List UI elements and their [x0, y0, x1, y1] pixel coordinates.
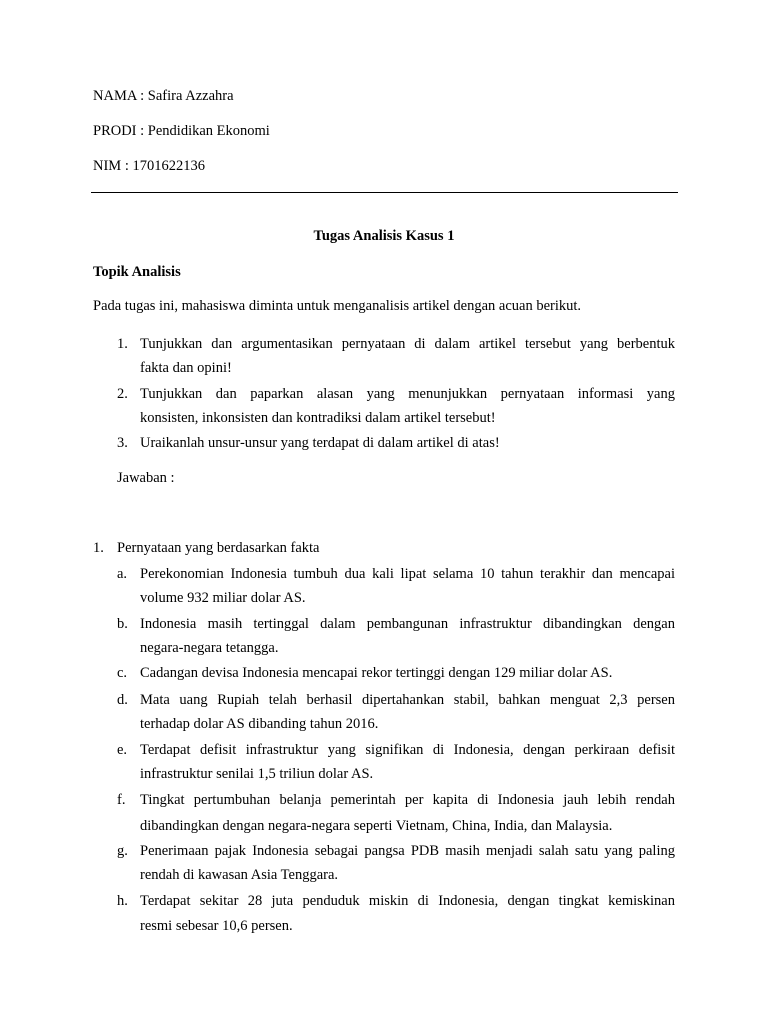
item-text-line2: resmi sebesar 10,6 persen. [140, 918, 293, 934]
item-text-line2: infrastruktur senilai 1,5 triliun dolar AS. [140, 766, 374, 782]
item-letter: g. [117, 843, 128, 859]
student-name: NAMA : Safira Azzahra [93, 88, 234, 104]
item-letter: e. [117, 742, 128, 758]
study-program: PRODI : Pendidikan Ekonomi [93, 123, 270, 139]
question-text-line2: konsisten, inkonsisten dan kontradiksi dalam artikel tersebut! [140, 410, 496, 426]
question-number: 1. [117, 336, 128, 352]
question-number: 3. [117, 435, 128, 451]
item-text-line1: Cadangan devisa Indonesia mencapai rekor tertinggi dengan 129 miliar dolar AS. [140, 665, 613, 681]
item-letter: f. [117, 792, 126, 808]
item-text-line2: dibandingkan dengan negara-negara seperti Vietnam, China, India, dan Malaysia. [140, 818, 613, 834]
document-title: Tugas Analisis Kasus 1 [313, 228, 455, 244]
section-heading: Topik Analisis [93, 264, 181, 280]
item-letter: c. [117, 665, 128, 681]
question-text-line1: Tunjukkan dan paparkan alasan yang menunjukkan pernyataan informasi yang [140, 386, 675, 402]
item-letter: a. [117, 566, 128, 582]
answer-number: 1. [93, 540, 104, 556]
item-text-line1: Mata uang Rupiah telah berhasil dipertahankan stabil, bahkan menguat 2,3 persen [140, 692, 675, 708]
item-text-line2: volume 932 miliar dolar AS. [140, 590, 306, 606]
item-text-line1: Tingkat pertumbuhan belanja pemerintah per kapita di Indonesia jauh lebih rendah [140, 792, 675, 808]
intro-paragraph: Pada tugas ini, mahasiswa diminta untuk menganalisis artikel dengan acuan berikut. [93, 298, 582, 314]
item-text-line1: Perekonomian Indonesia tumbuh dua kali lipat selama 10 tahun terakhir dan mencapai [140, 566, 675, 582]
item-text-line1: Indonesia masih tertinggal dalam pembangunan infrastruktur dibandingkan dengan [140, 616, 675, 632]
answer-label: Jawaban : [117, 470, 175, 486]
item-text-line2: negara-negara tetangga. [140, 640, 279, 656]
question-text-line2: fakta dan opini! [140, 360, 232, 376]
header-divider [91, 192, 678, 193]
item-text-line2: rendah di kawasan Asia Tenggara. [140, 867, 339, 883]
question-text-line1: Tunjukkan dan argumentasikan pernyataan di dalam artikel tersebut yang berbentuk [140, 336, 675, 352]
item-letter: d. [117, 692, 128, 708]
item-text-line1: Penerimaan pajak Indonesia sebagai pangsa PDB masih menjadi salah satu yang paling [140, 843, 675, 859]
item-letter: h. [117, 893, 128, 909]
item-text-line1: Terdapat sekitar 28 juta penduduk miskin di Indonesia, dengan tingkat kemiskinan [140, 893, 675, 909]
item-letter: b. [117, 616, 128, 632]
item-text-line2: terhadap dolar AS dibanding tahun 2016. [140, 716, 379, 732]
answer-heading: Pernyataan yang berdasarkan fakta [117, 540, 320, 556]
question-text-line1: Uraikanlah unsur-unsur yang terdapat di dalam artikel di atas! [140, 435, 500, 451]
student-id: NIM : 1701622136 [93, 158, 205, 174]
question-number: 2. [117, 386, 128, 402]
item-text-line1: Terdapat defisit infrastruktur yang signifikan di Indonesia, dengan perkiraan defisit [140, 742, 675, 758]
